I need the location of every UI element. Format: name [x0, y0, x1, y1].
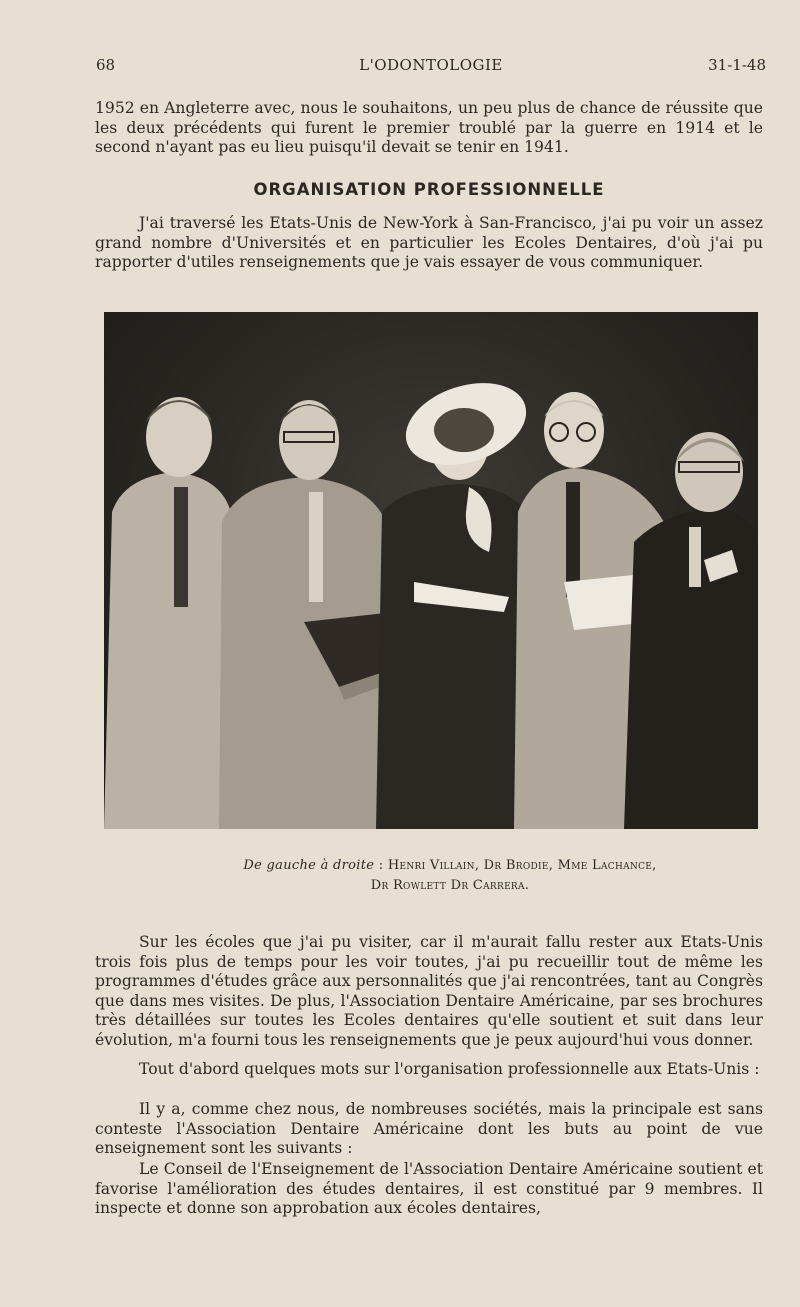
- body-paragraph-3: Il y a, comme chez nous, de nombreuses sociétés, mais la principale est sans conteste l'Association Dentaire Américaine dont les buts au point de vue enseignement sont les suivants :: [95, 1100, 763, 1158]
- caption-names-2: Dr Rowlett Dr Carrera.: [370, 878, 530, 893]
- caption-lead: De gauche à droite: [243, 858, 375, 873]
- issue-date: 31-1-48: [708, 56, 766, 74]
- running-title: L'ODONTOLOGIE: [359, 56, 503, 74]
- section-title: ORGANISATION PROFESSIONNELLE: [253, 180, 605, 199]
- running-header: [96, 56, 766, 76]
- group-photograph: [104, 312, 758, 829]
- caption-separator: :: [374, 858, 388, 873]
- caption-line-1: [140, 856, 760, 876]
- page-number: 68: [96, 56, 116, 74]
- photo-illustration: [104, 312, 758, 829]
- caption-names-1: Henri Villain, Dr Brodie, Mme Lachance,: [387, 858, 657, 873]
- body-paragraph-4: Le Conseil de l'Enseignement de l'Association Dentaire Américaine soutient et favorise l'amélioration des études dentaires, il est constitué par 9 membres. Il inspecte et donne son approbation aux écoles dentaires,: [95, 1160, 763, 1218]
- section-paragraph: J'ai traversé les Etats-Unis de New-York à San-Francisco, j'ai pu voir un assez grand nombre d'Universités et en particulier les Ecoles Dentaires, d'où j'ai pu rapporter d'utiles renseignements que je vais essayer de vous communiquer.: [95, 214, 763, 272]
- body-paragraph-1: Sur les écoles que j'ai pu visiter, car il m'aurait fallu rester aux Etats-Unis trois fois plus de temps pour les voir toutes, j'ai pu recueillir tout de même les programmes d'études grâce aux personnalités que j'ai rencontrées, tant au Congrès que dans mes visites. De plus, l'Association Dentaire Américaine, par ses brochures très détaillées sur toutes les Ecoles dentaires qu'elle soutient et suit dans leur évolution, m'a fourni tous les renseignements que je peux aujourd'hui vous donner.: [95, 933, 763, 1049]
- body-paragraph-2: Tout d'abord quelques mots sur l'organisation professionnelle aux Etats-Unis :: [139, 1060, 760, 1078]
- photo-caption: [140, 856, 760, 896]
- intro-paragraph: 1952 en Angleterre avec, nous le souhaitons, un peu plus de chance de réussite que les deux précédents qui furent le premier troublé par la guerre en 1914 et le second n'ayant pas eu lieu puisqu'il devait se tenir en 1941.: [95, 99, 763, 157]
